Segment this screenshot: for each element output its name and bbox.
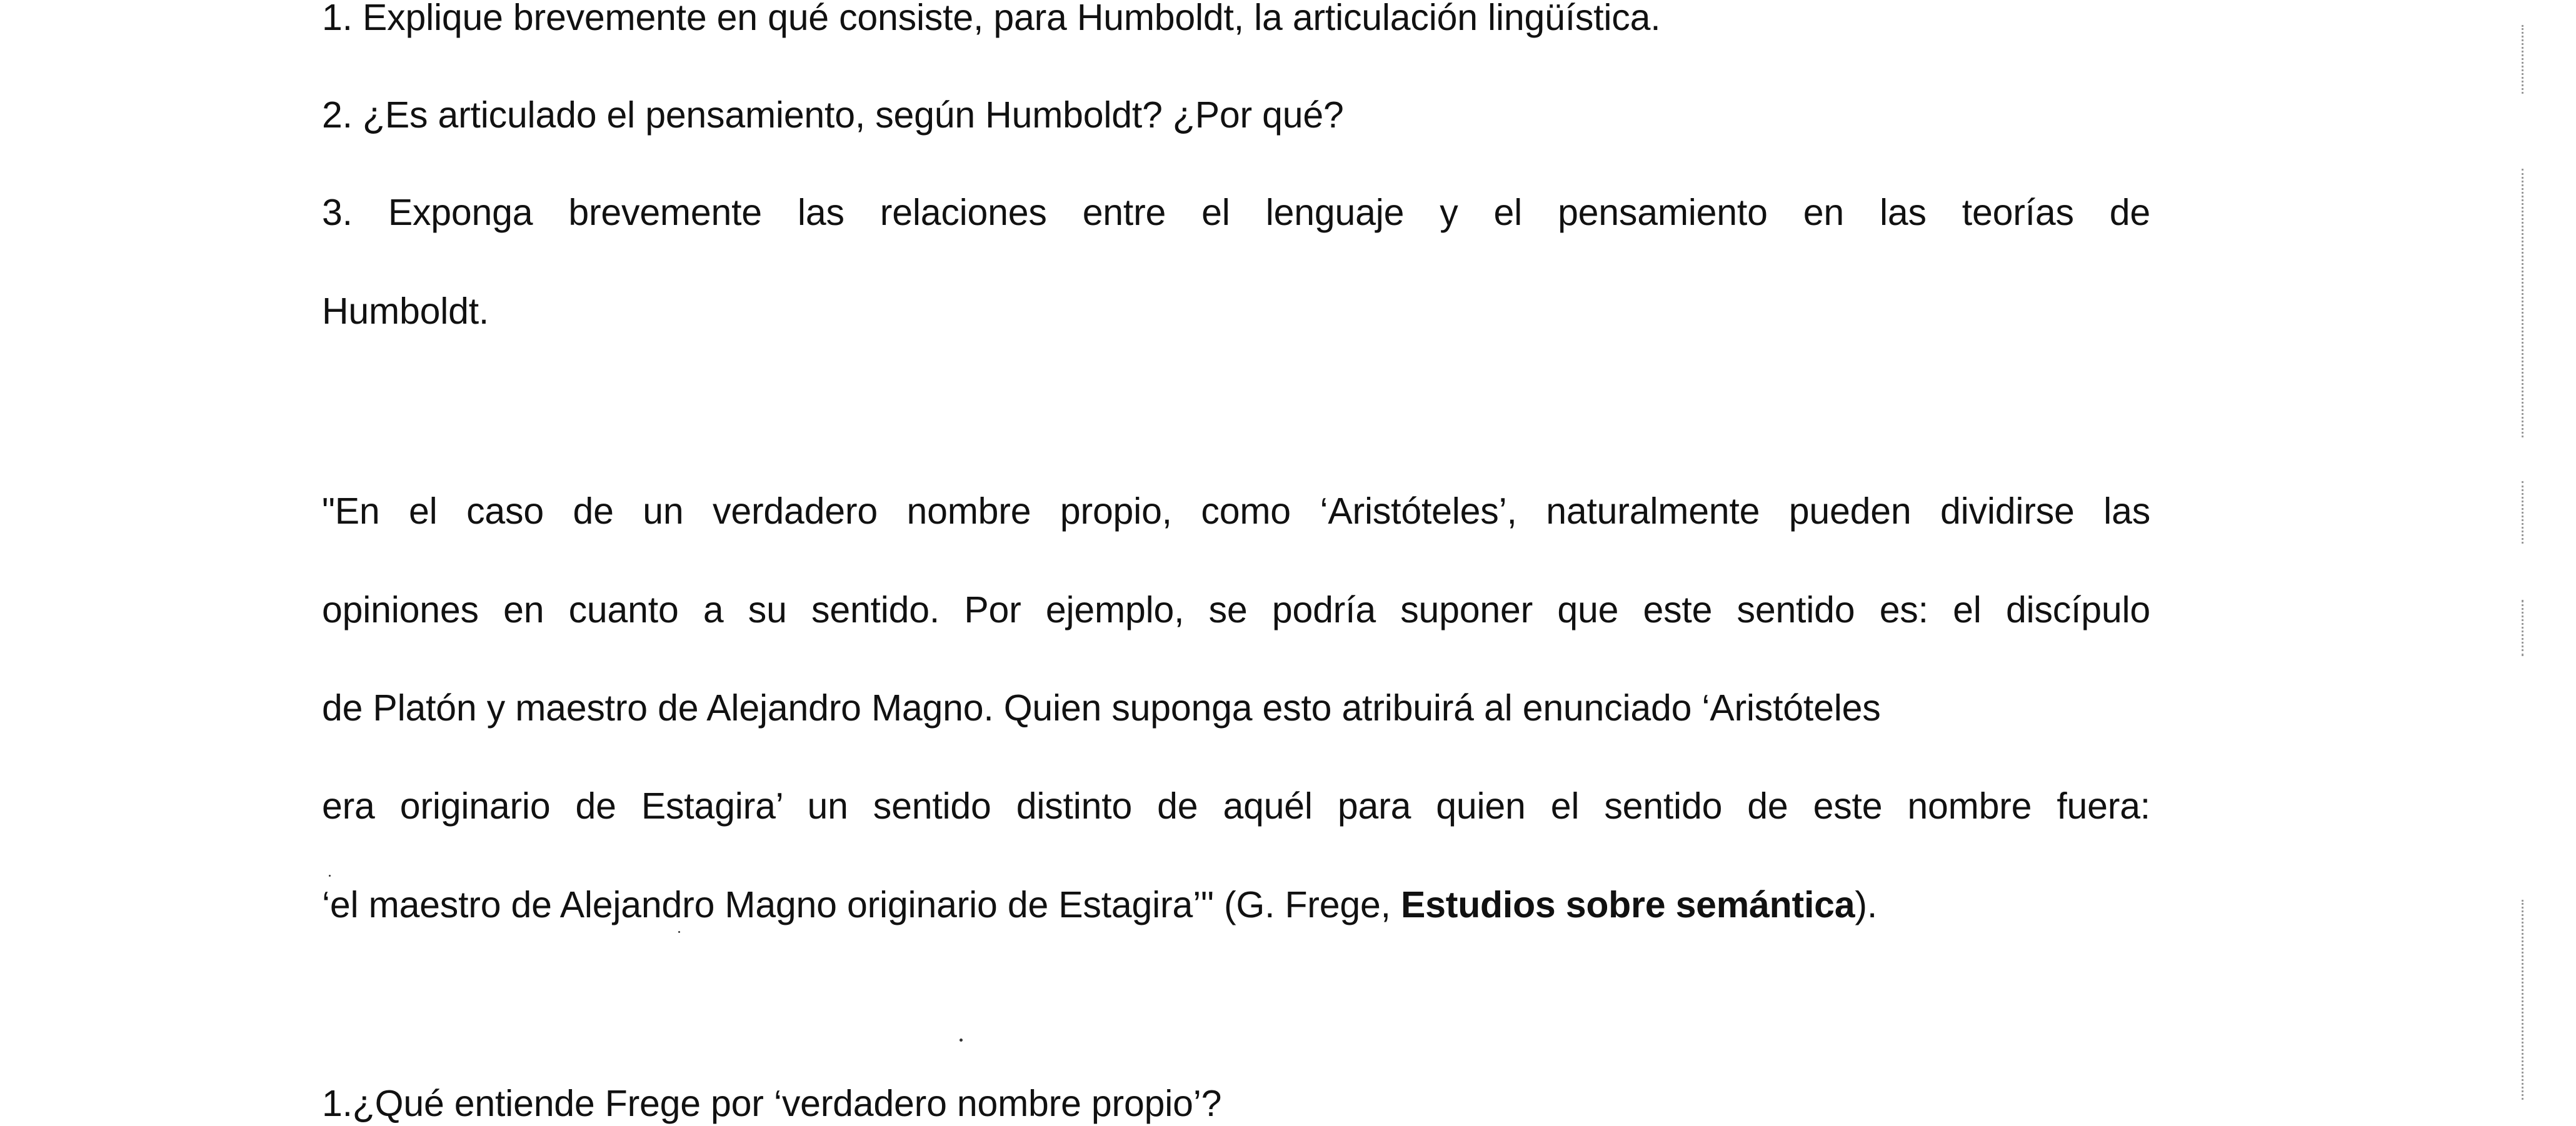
frege-quote-closing: ).: [1855, 884, 1878, 925]
scan-dot: [678, 931, 680, 933]
frege-quote-line-1: "En el caso de un verdadero nombre propio, como ‘Aristóteles’, naturalmente pueden dividirse las: [322, 491, 2150, 532]
frege-quote-line-2: opiniones en cuanto a su sentido. Por ejemplo, se podría suponer que este sentido es: el discípulo: [322, 589, 2150, 630]
margin-mark: [2522, 600, 2523, 656]
question-humboldt-1: 1. Explique brevemente en qué consiste, para Humboldt, la articulación lingüística.: [322, 0, 1661, 38]
scan-dot: [960, 1039, 963, 1042]
frege-quote-line-5: [322, 882, 1877, 927]
frege-quote-line-5-text: ‘el maestro de Alejandro Magno originario de Estagira’" (G. Frege,: [322, 884, 1401, 925]
question-humboldt-3-line-2: Humboldt.: [322, 291, 489, 332]
question-frege-1: 1.¿Qué entiende Frege por ‘verdadero nombre propio’?: [322, 1083, 1222, 1124]
frege-quote-line-4: era originario de Estagira’ un sentido distinto de aquél para quien el sentido de este nombre fuera:: [322, 785, 2150, 827]
question-humboldt-2: 2. ¿Es articulado el pensamiento, según Humboldt? ¿Por qué?: [322, 94, 1344, 136]
frege-source-title: Estudios sobre semántica: [1400, 884, 1855, 925]
question-humboldt-3-line-1: 3. Exponga brevemente las relaciones entre el lenguaje y el pensamiento en las teorías de: [322, 192, 2150, 233]
scan-dot: [329, 875, 331, 877]
margin-mark: [2522, 481, 2523, 544]
frege-quote-line-3: de Platón y maestro de Alejandro Magno. Quien suponga esto atribuirá al enunciado ‘Aristóteles: [322, 687, 1881, 729]
margin-mark: [2522, 25, 2523, 94]
margin-mark: [2522, 169, 2523, 437]
margin-mark: [2522, 900, 2523, 1100]
